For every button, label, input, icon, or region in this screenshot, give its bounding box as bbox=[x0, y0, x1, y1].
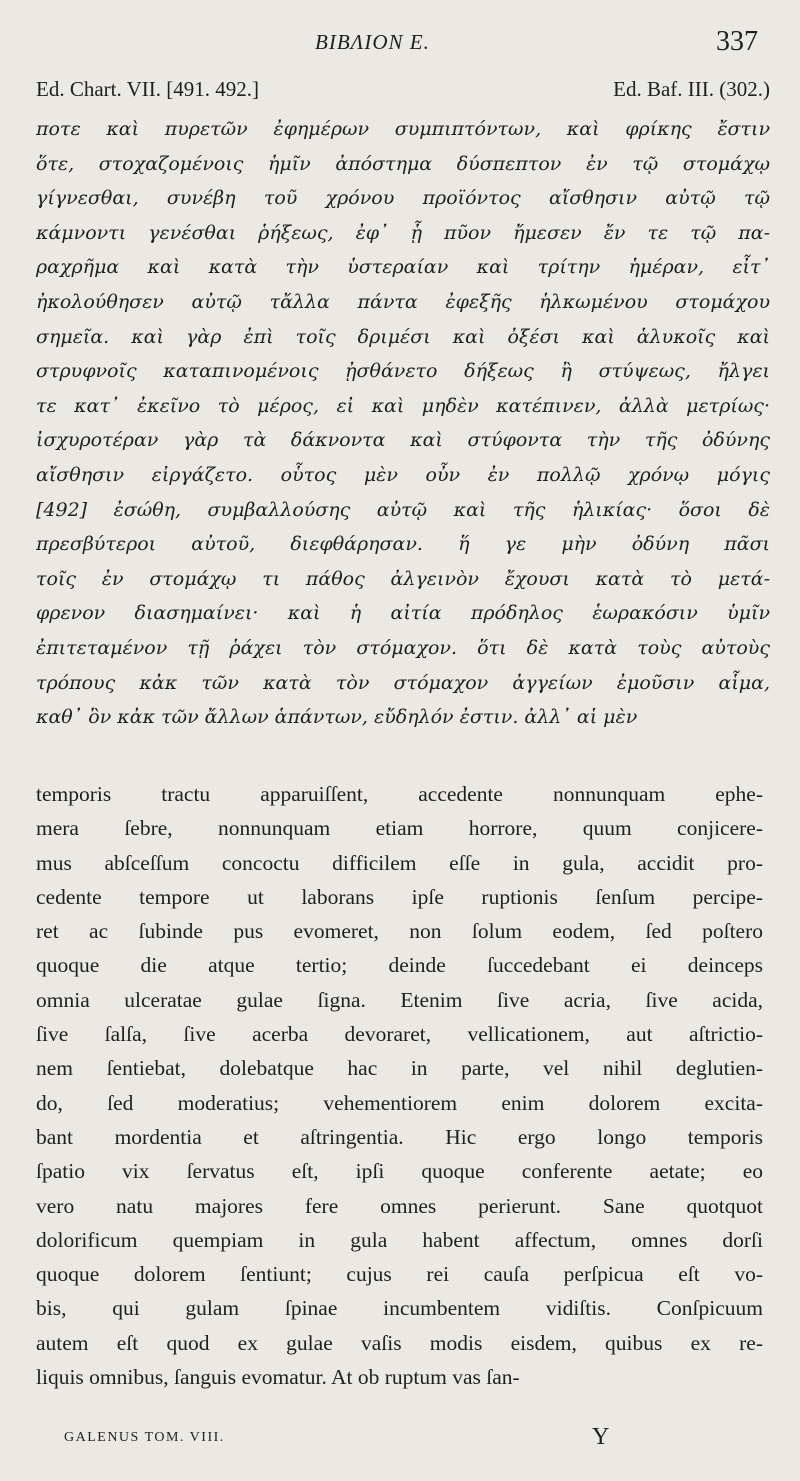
text-line: κάμνοντι γενέσθαι ῥήξεως, ἐφ᾽ ᾗ πῦον ἤμεσεν ἔν τε τῷ πα- bbox=[36, 221, 770, 244]
text-line: γίγνεσθαι, συνέβη τοῦ χρόνου προϊόντος αἴσθησιν αὐτῷ τῷ bbox=[36, 187, 770, 210]
text-line: στρυφνοῖς καταπινομένοις ᾐσθάνετο δήξεως ἢ στύψεως, ἤλγει bbox=[36, 360, 770, 383]
text-line: quoque die atque tertio; deinde ſuccedebant ei deinceps bbox=[36, 953, 763, 978]
text-line: mus abſceſſum concoctu difficilem eſſe in gula, accidit pro- bbox=[36, 850, 763, 875]
text-line: πρεσβύτεροι αὐτοῦ, διεφθάρησαν. ἥ γε μὴν ὀδύνη πᾶσι bbox=[36, 533, 770, 556]
text-line: quoque dolorem ſentiunt; cujus rei cauſa perſpicua eſt vo- bbox=[36, 1262, 763, 1287]
text-line: τε κατ᾽ ἐκεῖνο τὸ μέρος, εἰ καὶ μηδὲν κατέπινεν, ἀλλὰ μετρίως· bbox=[36, 394, 770, 417]
text-line: ret ac ſubinde pus evomeret, non ſolum eodem, ſed poſtero bbox=[36, 919, 763, 944]
text-line: omnia ulceratae gulae ſigna. Etenim ſive acria, ſive acida, bbox=[36, 987, 763, 1012]
text-line: ἐπιτεταμένον τῇ ῥάχει τὸν στόμαχον. ὅτι δὲ κατὰ τοὺς αὐτοὺς bbox=[36, 636, 770, 659]
text-line: do, ſed moderatius; vehementiorem enim dolorem excita- bbox=[36, 1090, 763, 1115]
text-line: ἰσχυροτέραν γὰρ τὰ δάκνοντα καὶ στύφοντα τὴν τῆς ὀδύνης bbox=[36, 429, 770, 452]
book-section-title: BIBΛION E. bbox=[315, 30, 430, 54]
text-line: temporis tractu apparuiſſent, accedente nonnunquam ephe- bbox=[36, 782, 763, 806]
text-line: ſive ſalſa, ſive acerba devoraret, vellicationem, aut aſtrictio- bbox=[36, 1022, 763, 1047]
page-footer bbox=[36, 1424, 770, 1464]
text-line: ſpatio vix ſervatus eſt, ipſi quoque conferente aetate; eo bbox=[36, 1159, 763, 1184]
text-line: bant mordentia et aſtringentia. Hic ergo longo temporis bbox=[36, 1124, 763, 1149]
text-line: ἠκολούθησεν αὐτῷ τἄλλα πάντα ἐφεξῆς ἡλκωμένου στομάχου bbox=[36, 290, 770, 313]
text-line: bis, qui gulam ſpinae incumbentem vidiſtis. Conſpicuum bbox=[36, 1296, 763, 1321]
text-line: liquis omnibus, ſanguis evomatur. At ob ruptum vas ſan- bbox=[36, 1365, 520, 1390]
text-line: vero natu majores fere omnes perierunt. Sane quotquot bbox=[36, 1193, 763, 1218]
signature-mark: Y bbox=[592, 1424, 610, 1450]
text-line: καθ᾽ ὃν κἀκ τῶν ἄλλων ἁπάντων, εὔδηλόν ἐστιν. ἀλλ᾽ αἱ μὲν bbox=[36, 706, 638, 729]
text-line: nem ſentiebat, dolebatque hac in parte, vel nihil deglutien- bbox=[36, 1056, 763, 1081]
running-header bbox=[0, 22, 800, 62]
text-line: φρενον διασημαίνει· καὶ ἡ αἰτία πρόδηλος ἑωρακόσιν ὑμῖν bbox=[36, 602, 770, 625]
text-line: [492] ἐσώθη, συμβαλλούσης αὐτῷ καὶ τῆς ἡλικίας· ὅσοι δὲ bbox=[36, 498, 770, 521]
text-line: ποτε καὶ πυρετῶν ἐφημέρων συμπιπτόντων, καὶ φρίκης ἔστιν bbox=[36, 118, 770, 140]
page-number: 337 bbox=[716, 26, 758, 57]
running-foot: GALENUS TOM. VIII. bbox=[64, 1430, 225, 1445]
text-line: ραχρῆμα καὶ κατὰ τὴν ὑστεραίαν καὶ τρίτην ἡμέραν, εἶτ᾽ bbox=[36, 256, 770, 279]
text-line: autem eſt quod ex gulae vaſis modis eisdem, quibus ex re- bbox=[36, 1330, 763, 1355]
text-line: cedente tempore ut laborans ipſe ruptionis ſenſum percipe- bbox=[36, 884, 763, 909]
text-line: ὅτε, στοχαζομένοις ἡμῖν ἀπόστημα δύσπεπτον ἐν τῷ στομάχῳ bbox=[36, 152, 770, 175]
edition-chartier-ref: Ed. Chart. VII. [491. 492.] bbox=[36, 77, 259, 101]
text-line: σημεῖα. καὶ γὰρ ἐπὶ τοῖς δριμέσι καὶ ὀξέσι καὶ ἁλυκοῖς καὶ bbox=[36, 325, 770, 348]
edition-basel-ref: Ed. Baf. III. (302.) bbox=[613, 77, 770, 101]
latin-translation-block bbox=[36, 777, 763, 1394]
text-line: τρόπους κἀκ τῶν κατὰ τὸν στόμαχον ἀγγείων ἐμοῦσιν αἷμα, bbox=[36, 671, 770, 694]
text-line: τοῖς ἐν στομάχῳ τι πάθος ἀλγεινὸν ἔχουσι κατὰ τὸ μετά- bbox=[36, 567, 770, 590]
text-line: mera ſebre, nonnunquam etiam horrore, quum conjicere- bbox=[36, 816, 763, 841]
greek-text-block bbox=[36, 112, 770, 735]
text-line: dolorificum quempiam in gula habent affectum, omnes dorſi bbox=[36, 1227, 763, 1252]
text-line: αἴσθησιν εἰργάζετο. οὗτος μὲν οὖν ἐν πολλῷ χρόνῳ μόγις bbox=[36, 463, 770, 486]
